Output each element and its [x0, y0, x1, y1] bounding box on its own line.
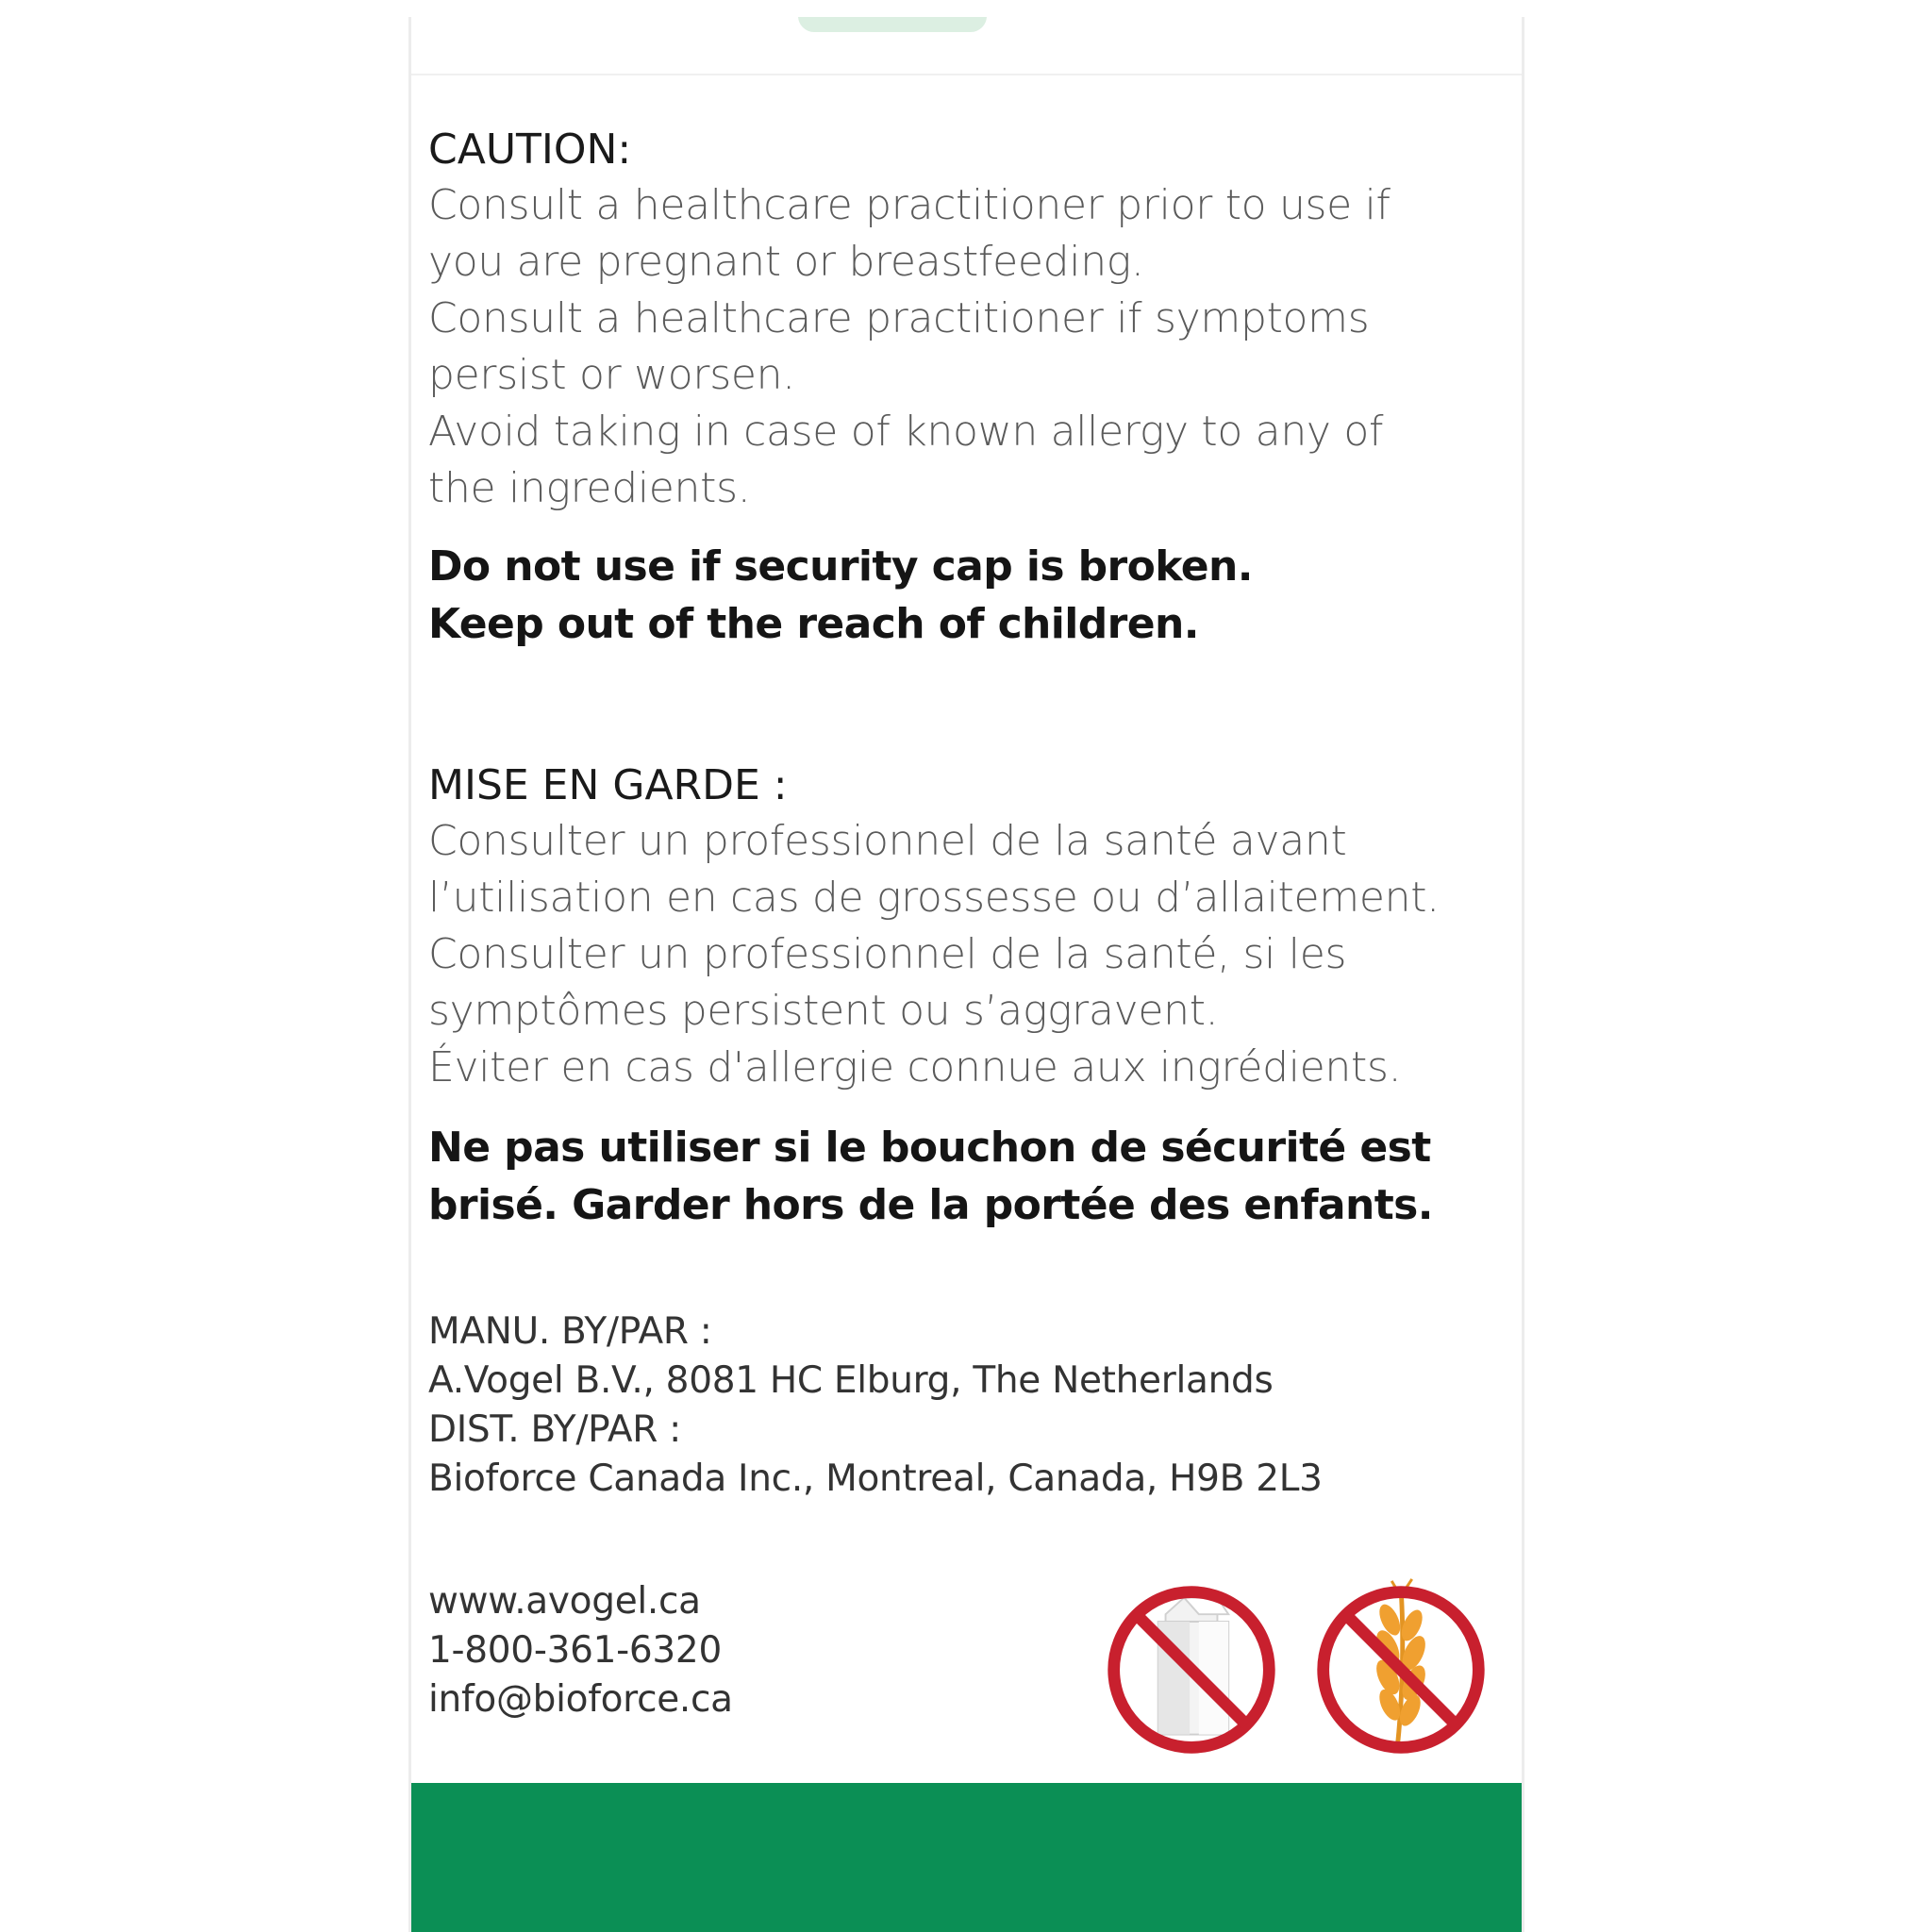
warning-line: Ne pas utiliser si le bouchon de sécurité est	[428, 1124, 1431, 1172]
caution-line: Consult a healthcare practitioner prior to use if	[428, 181, 1391, 229]
safety-warning-fr	[428, 1119, 1513, 1234]
no-gluten-icon	[1308, 1577, 1493, 1762]
product-box-back-panel	[408, 17, 1524, 1932]
manufacturer-address: A.Vogel B.V., 8081 HC Elburg, The Netherlands	[428, 1359, 1274, 1402]
manufacturer-info	[428, 1307, 1513, 1504]
caution-text-fr	[428, 813, 1513, 1096]
manufacturer-label: MANU. BY/PAR :	[428, 1310, 712, 1353]
distributor-label: DIST. BY/PAR :	[428, 1408, 682, 1451]
phone-number: 1-800-361-6320	[428, 1629, 722, 1672]
safety-warning-en	[428, 538, 1513, 653]
caution-line: Consulter un professionnel de la santé, si les	[428, 930, 1347, 978]
caution-line: symptômes persistent ou s’aggravent.	[428, 987, 1219, 1035]
box-top-flap	[411, 17, 1522, 75]
warning-line: brisé. Garder hors de la portée des enfants.	[428, 1181, 1433, 1229]
website: www.avogel.ca	[428, 1580, 701, 1623]
email-address: info@bioforce.ca	[428, 1678, 733, 1721]
brand-logo-strip	[798, 17, 987, 32]
allergen-free-icons	[1099, 1577, 1495, 1766]
caution-line: l’utilisation en cas de grossesse ou d’allaitement.	[428, 874, 1440, 922]
brand-green-band	[411, 1783, 1522, 1932]
warning-line: Do not use if security cap is broken.	[428, 542, 1253, 591]
caution-line: the ingredients.	[428, 464, 751, 512]
caution-section-en	[428, 123, 1513, 653]
caution-section-fr	[428, 758, 1513, 1234]
caution-heading: CAUTION:	[428, 125, 632, 174]
caution-line: persist or worsen.	[428, 351, 795, 399]
no-dairy-icon	[1099, 1577, 1284, 1762]
caution-text-en	[428, 177, 1513, 517]
caution-line: Consult a healthcare practitioner if symptoms	[428, 294, 1370, 342]
warning-line: Keep out of the reach of children.	[428, 600, 1199, 648]
caution-line: you are pregnant or breastfeeding.	[428, 238, 1144, 286]
caution-line: Éviter en cas d'allergie connue aux ingrédients.	[428, 1043, 1402, 1091]
caution-line: Avoid taking in case of known allergy to any of	[428, 408, 1384, 456]
label-content	[428, 123, 1513, 1724]
caution-line: Consulter un professionnel de la santé avant	[428, 817, 1347, 865]
distributor-address: Bioforce Canada Inc., Montreal, Canada, H9B 2L3	[428, 1457, 1323, 1500]
mise-en-garde-heading: MISE EN GARDE :	[428, 761, 788, 809]
